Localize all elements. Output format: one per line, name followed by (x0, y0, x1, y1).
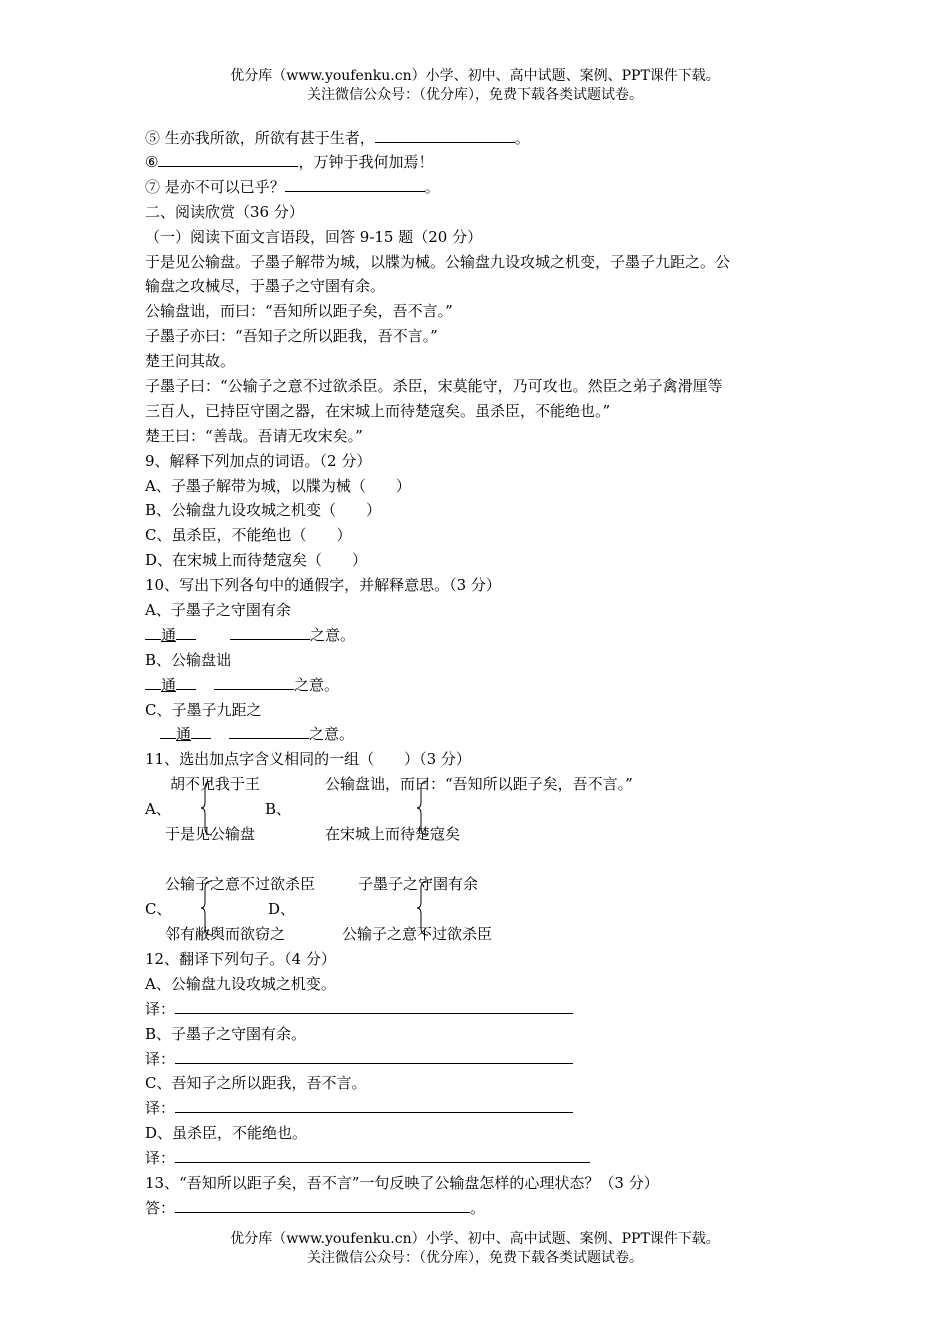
header-line-2: 关注微信公众号：（优分库），免费下载各类试题试卷。 (307, 87, 643, 103)
fill-q7-end: 。 (424, 178, 440, 196)
answer-blank[interactable] (175, 1049, 573, 1064)
q11-a-line1: 胡不见我于王 (170, 775, 261, 793)
q9-item: D、在宋城上而待楚寇矣（ ） (145, 551, 368, 569)
answer-blank[interactable] (175, 999, 573, 1014)
brace-icon (200, 880, 214, 936)
fill-q7-text: ⑦ 是亦不可以已乎？ (145, 178, 285, 196)
q9-item: B、公输盘九设攻城之机变（ ） (145, 501, 382, 519)
footer-line-2: 关注微信公众号：（优分库），免费下载各类试题试卷。 (307, 1250, 643, 1266)
q11-title: 11、选出加点字含义相同的一组（ ）（3 分） (145, 750, 471, 768)
answer-blank[interactable] (230, 625, 310, 640)
q11-a-line2: 于是见公输盘 (165, 825, 256, 843)
fill-q6 (145, 152, 433, 172)
q13-answer-line (145, 1198, 485, 1218)
q10-c: C、子墨子九距之 (145, 701, 262, 719)
answer-blank[interactable] (175, 1148, 590, 1163)
da-label: 答： (145, 1199, 176, 1217)
q11-b-label[interactable]: B、 (265, 800, 292, 818)
q11-a-label[interactable]: A、 (145, 800, 171, 818)
answer-blank[interactable] (191, 724, 211, 739)
q11-d-line2: 公输子之意不过欲杀臣 (342, 925, 493, 943)
q11-b-line2: 在宋城上而待楚寇矣 (325, 825, 461, 843)
q11-c-line1: 公输子之意不过欲杀臣 (165, 875, 316, 893)
passage-line: 子墨子曰：“公输子之意不过欲杀臣。杀臣，宋莫能守，乃可攻也。然臣之弟子禽滑厘等 (145, 377, 723, 395)
tong-label: 通 (161, 626, 177, 644)
answer-blank[interactable] (175, 1198, 470, 1213)
q12-answer-line (145, 999, 573, 1019)
passage-line: 楚王问其故。 (145, 352, 236, 370)
q9-item: A、子墨子解带为城，以牒为械（ ） (145, 477, 411, 495)
q10-a-answer (145, 625, 355, 645)
answer-blank[interactable] (214, 675, 294, 690)
q12-answer-line (145, 1148, 590, 1168)
q10-c-answer (160, 724, 354, 744)
passage-line: 输盘之攻械尽，于墨子之守圉有余。 (145, 277, 386, 295)
answer-blank[interactable] (145, 625, 161, 640)
brace-icon (416, 780, 430, 836)
answer-blank[interactable] (175, 1098, 573, 1113)
answer-blank[interactable] (176, 675, 196, 690)
answer-blank[interactable] (160, 724, 176, 739)
q10-title: 10、写出下列各句中的通假字，并解释意思。（3 分） (145, 576, 501, 594)
passage-line: 子墨子亦曰：“吾知子之所以距我，吾不言。” (145, 327, 438, 345)
passage-line: 三百人，已持臣守圉之器，在宋城上而待楚寇矣。虽杀臣，不能绝也。” (145, 402, 611, 420)
brace-icon (200, 780, 214, 836)
q10-b: B、公输盘诎 (145, 651, 232, 669)
answer-blank[interactable] (158, 152, 298, 167)
zhiyi-label: 之意。 (294, 676, 340, 694)
header-line-1: 优分库（www.youfenku.cn）小学、初中、高中试题、案例、PPT课件下载。 (230, 68, 720, 84)
yi-label: 译： (145, 1050, 176, 1068)
q13-title: 13、“吾知所以距子矣，吾不言”一句反映了公输盘怎样的心理状态？（3 分） (145, 1174, 659, 1192)
yi-label: 译： (145, 1099, 176, 1117)
q11-b-line1: 公输盘诎，而曰：“吾知所以距子矣，吾不言。” (325, 775, 633, 793)
answer-blank[interactable] (375, 128, 515, 143)
zhiyi-label: 之意。 (309, 725, 355, 743)
passage-line: 楚王曰：“善哉。吾请无攻宋矣。” (145, 427, 363, 445)
q12-item: A、公输盘九设攻城之机变。 (145, 975, 336, 993)
q9-item: C、虽杀臣，不能绝也（ ） (145, 526, 352, 544)
footer-line-1: 优分库（www.youfenku.cn）小学、初中、高中试题、案例、PPT课件下载。 (230, 1231, 720, 1247)
q11-d-label[interactable]: D、 (268, 900, 296, 918)
q11-d-line1: 子墨子之守圉有余 (358, 875, 479, 893)
section-title: 二、阅读欣赏（36 分） (145, 203, 304, 221)
fill-q6-end: ，万钟于我何加焉！ (298, 153, 434, 171)
fill-q6-text: ⑥ (145, 153, 159, 171)
q12-title: 12、翻译下列句子。（4 分） (145, 950, 336, 968)
q12-item: C、吾知子之所以距我，吾不言。 (145, 1074, 367, 1092)
q9-title: 9、解释下列加点的词语。（2 分） (145, 452, 372, 470)
fill-q7 (145, 177, 440, 197)
q12-answer-line (145, 1098, 573, 1118)
fill-q5-end: 。 (514, 129, 530, 147)
yi-label: 译： (145, 1000, 176, 1018)
q10-b-answer (145, 675, 339, 695)
brace-icon (416, 880, 430, 936)
q12-answer-line (145, 1049, 573, 1069)
answer-blank[interactable] (285, 177, 425, 192)
answer-blank[interactable] (145, 675, 161, 690)
tong-label: 通 (161, 676, 177, 694)
q12-item: B、子墨子之守圉有余。 (145, 1025, 307, 1043)
passage-line: 于是见公输盘。子墨子解带为城，以牒为械。公输盘九设攻城之机变，子墨子九距之。公 (145, 253, 731, 271)
q11-c-line2: 邻有敝舆而欲窃之 (165, 925, 286, 943)
fill-q5-text: ⑤ 生亦我所欲，所欲有甚于生者， (145, 129, 375, 147)
part-title: （一）阅读下面文言语段，回答 9-15 题（20 分） (145, 228, 483, 246)
yi-label: 译： (145, 1149, 176, 1167)
answer-blank[interactable] (176, 625, 196, 640)
q12-item: D、虽杀臣，不能绝也。 (145, 1124, 308, 1142)
q11-c-label[interactable]: C、 (145, 900, 172, 918)
q10-a: A、子墨子之守圉有余 (145, 601, 291, 619)
answer-blank[interactable] (229, 724, 309, 739)
zhiyi-label: 之意。 (310, 626, 356, 644)
fill-q5 (145, 128, 530, 148)
passage-line: 公输盘诎，而曰：“吾知所以距子矣，吾不言。” (145, 302, 453, 320)
tong-label: 通 (176, 725, 192, 743)
q13-end: 。 (470, 1199, 486, 1217)
